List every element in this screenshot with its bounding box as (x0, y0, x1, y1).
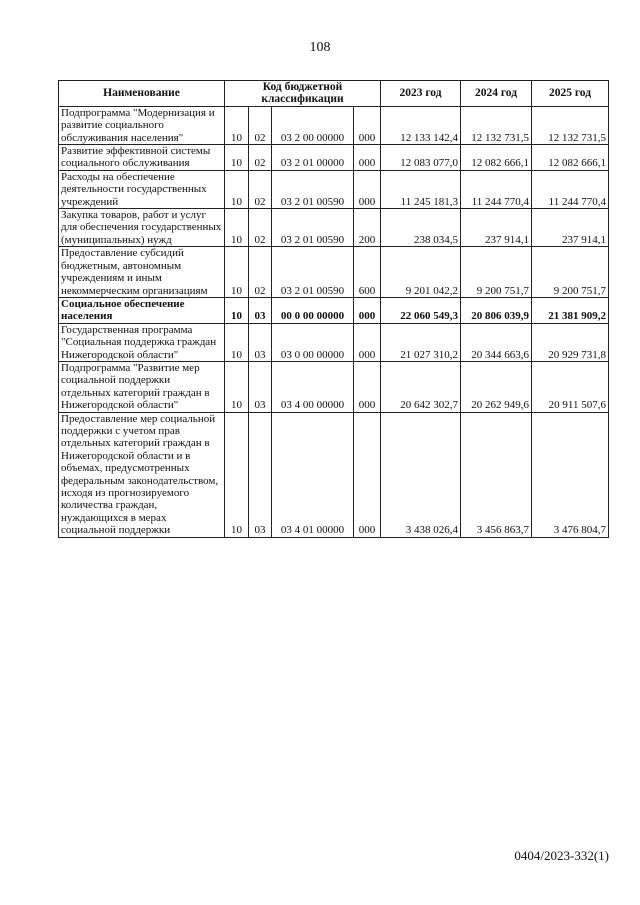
cell-subsection: 03 (249, 412, 272, 537)
header-2025: 2025 год (532, 81, 609, 107)
budget-table (58, 80, 609, 538)
cell-section: 10 (225, 106, 249, 144)
cell-target-article: 03 2 00 00000 (272, 106, 354, 144)
cell-target-article: 03 2 01 00590 (272, 247, 354, 298)
cell-2024: 12 082 666,1 (461, 145, 532, 171)
table-row (59, 106, 609, 144)
cell-2023: 11 245 181,3 (381, 170, 461, 208)
cell-2025: 20 929 731,8 (532, 323, 609, 361)
cell-expense-type: 000 (354, 170, 381, 208)
table-row (59, 323, 609, 361)
cell-subsection: 03 (249, 297, 272, 323)
cell-subsection: 03 (249, 323, 272, 361)
table-header-row (59, 81, 609, 107)
cell-2023: 3 438 026,4 (381, 412, 461, 537)
cell-2023: 9 201 042,2 (381, 247, 461, 298)
cell-section: 10 (225, 170, 249, 208)
cell-name: Закупка товаров, работ и услуг для обеспечения государственных (муниципальных) нужд (59, 209, 225, 247)
cell-2024: 9 200 751,7 (461, 247, 532, 298)
cell-subsection: 02 (249, 145, 272, 171)
cell-expense-type: 000 (354, 412, 381, 537)
table-row (59, 412, 609, 537)
cell-2025: 21 381 909,2 (532, 297, 609, 323)
cell-subsection: 02 (249, 247, 272, 298)
cell-target-article: 03 4 00 00000 (272, 361, 354, 412)
cell-2023: 238 034,5 (381, 209, 461, 247)
cell-target-article: 03 2 01 00000 (272, 145, 354, 171)
cell-name: Развитие эффективной системы социального обслуживания (59, 145, 225, 171)
cell-name: Государственная программа "Социальная поддержка граждан Нижегородской области" (59, 323, 225, 361)
cell-name: Подпрограмма "Модернизация и развитие социального обслуживания населения" (59, 106, 225, 144)
cell-2024: 237 914,1 (461, 209, 532, 247)
table-row (59, 145, 609, 171)
cell-expense-type: 000 (354, 323, 381, 361)
cell-2023: 22 060 549,3 (381, 297, 461, 323)
cell-subsection: 02 (249, 106, 272, 144)
cell-subsection: 03 (249, 361, 272, 412)
cell-target-article: 03 2 01 00590 (272, 170, 354, 208)
table-row (59, 247, 609, 298)
cell-2023: 12 083 077,0 (381, 145, 461, 171)
cell-2024: 12 132 731,5 (461, 106, 532, 144)
cell-2025: 237 914,1 (532, 209, 609, 247)
table-body (59, 106, 609, 537)
header-code: Код бюджетной классификации (225, 81, 381, 107)
table-row (59, 361, 609, 412)
cell-target-article: 03 0 00 00000 (272, 323, 354, 361)
cell-name: Предоставление субсидий бюджетным, автономным учреждениям и иным некоммерческим организациям (59, 247, 225, 298)
cell-name: Предоставление мер социальной поддержки с учетом прав отдельных категорий граждан в Нижегородской области и в объемах, предусмотренных федеральным законодательством, исходя из прогнозируемого количества граждан, нуждающихся в мерах социальной поддержки (59, 412, 225, 537)
cell-2024: 20 806 039,9 (461, 297, 532, 323)
cell-2025: 20 911 507,6 (532, 361, 609, 412)
cell-expense-type: 200 (354, 209, 381, 247)
cell-target-article: 03 4 01 00000 (272, 412, 354, 537)
cell-section: 10 (225, 412, 249, 537)
cell-section: 10 (225, 145, 249, 171)
cell-2025: 9 200 751,7 (532, 247, 609, 298)
page-number: 108 (309, 40, 331, 55)
cell-section: 10 (225, 361, 249, 412)
cell-subsection: 02 (249, 170, 272, 208)
cell-2025: 12 082 666,1 (532, 145, 609, 171)
cell-name: Подпрограмма "Развитие мер социальной поддержки отдельных категорий граждан в Нижегородской области" (59, 361, 225, 412)
cell-2023: 12 133 142,4 (381, 106, 461, 144)
cell-2024: 11 244 770,4 (461, 170, 532, 208)
cell-name: Социальное обеспечение населения (59, 297, 225, 323)
cell-expense-type: 000 (354, 145, 381, 171)
cell-2025: 3 476 804,7 (532, 412, 609, 537)
cell-2025: 11 244 770,4 (532, 170, 609, 208)
cell-2024: 20 344 663,6 (461, 323, 532, 361)
table-row (59, 170, 609, 208)
cell-section: 10 (225, 247, 249, 298)
cell-expense-type: 000 (354, 297, 381, 323)
cell-target-article: 00 0 00 00000 (272, 297, 354, 323)
cell-section: 10 (225, 323, 249, 361)
cell-target-article: 03 2 01 00590 (272, 209, 354, 247)
cell-subsection: 02 (249, 209, 272, 247)
cell-section: 10 (225, 209, 249, 247)
cell-expense-type: 000 (354, 361, 381, 412)
cell-2024: 20 262 949,6 (461, 361, 532, 412)
header-name: Наименование (59, 81, 225, 107)
cell-2023: 20 642 302,7 (381, 361, 461, 412)
header-2023: 2023 год (381, 81, 461, 107)
table-row (59, 209, 609, 247)
cell-expense-type: 600 (354, 247, 381, 298)
cell-2023: 21 027 310,2 (381, 323, 461, 361)
cell-expense-type: 000 (354, 106, 381, 144)
table-row (59, 297, 609, 323)
cell-2024: 3 456 863,7 (461, 412, 532, 537)
cell-2025: 12 132 731,5 (532, 106, 609, 144)
header-2024: 2024 год (461, 81, 532, 107)
cell-name: Расходы на обеспечение деятельности государственных учреждений (59, 170, 225, 208)
cell-section: 10 (225, 297, 249, 323)
document-number: 0404/2023-332(1) (514, 848, 609, 863)
